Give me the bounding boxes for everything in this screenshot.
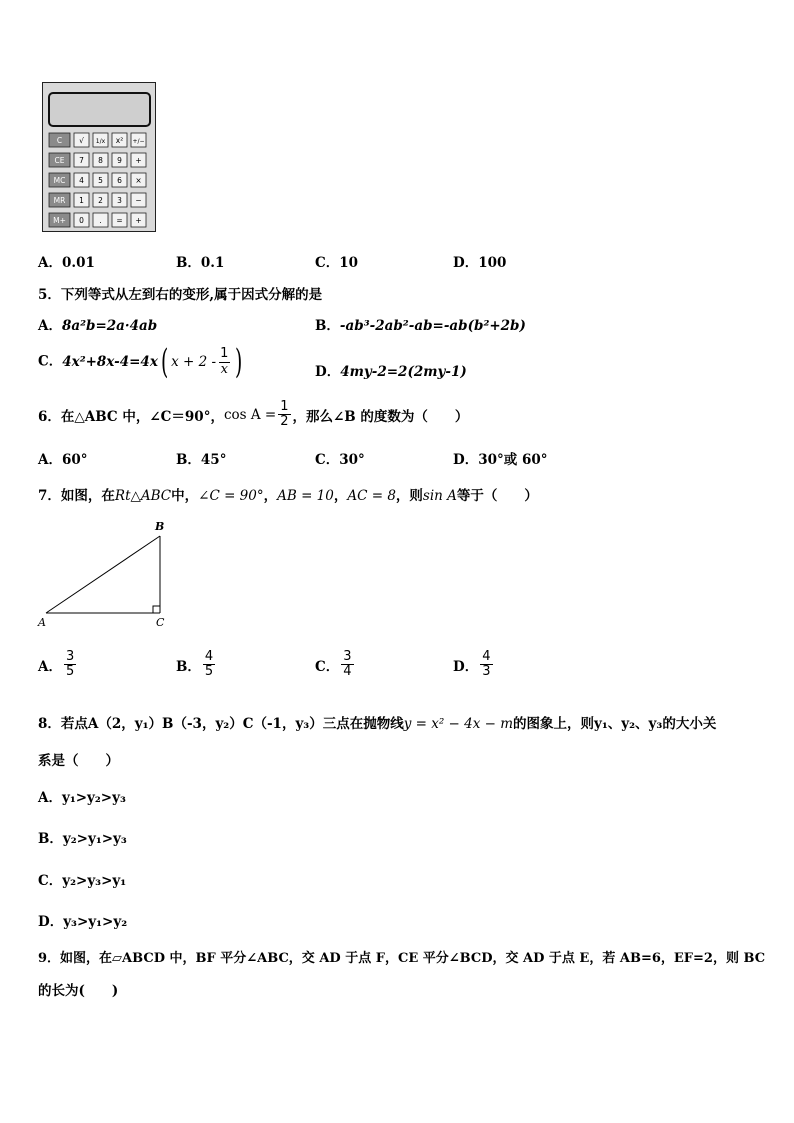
calculator-key-label: +: [135, 156, 142, 165]
calculator-key-label: 4: [79, 176, 84, 185]
q8-stem-line1: [38, 712, 716, 732]
calculator-key-label: −: [135, 196, 142, 205]
q8-point-b: B（-3，y₂）: [162, 716, 243, 732]
right-angle-mark: [153, 606, 160, 613]
q8-option-a: A．y₁>y₂>y₃: [38, 790, 126, 806]
q4-option-c: C．10: [315, 255, 359, 271]
calculator-key-label: =: [116, 216, 123, 225]
q7-stem-prefix: 7．如图，在: [38, 488, 115, 504]
q5-option-d-expr: 4my-2=2(2my-1): [340, 364, 467, 380]
fraction-numerator: 4: [204, 649, 214, 664]
q6-option-c: C．30°: [315, 452, 365, 468]
q4-option-b: B．0.1: [176, 255, 225, 271]
q8-mid: 三点在抛物线: [322, 716, 404, 732]
q7-stem: [38, 484, 538, 504]
q7-sep2: ，: [333, 488, 348, 504]
q8-line1-end: 的图象上，则y₁、y₂、y₃的大小关: [513, 716, 717, 732]
q8-option-d: D．y₃>y₁>y₂: [38, 914, 128, 930]
q7-stem-end: 等于（ ）: [456, 488, 538, 504]
q5-option-c-fraction: [218, 347, 230, 377]
hypotenuse-ab: [46, 536, 160, 613]
vertex-a-label: A: [38, 616, 46, 629]
q6-stem-after: ，那么∠B 的度数为（ ）: [292, 408, 469, 425]
q8-option-c: C．y₂>y₃>y₁: [38, 873, 127, 889]
calculator-key-label: +/−: [132, 138, 145, 145]
q8-option-b: B．y₂>y₁>y₃: [38, 831, 127, 847]
q7-option-a-label: A．: [38, 658, 62, 675]
calculator-key-label: M+: [53, 216, 66, 225]
q6-fraction: [278, 400, 290, 430]
q8-stem-line2: 系是（ ）: [38, 753, 119, 769]
fraction-denominator: x: [220, 361, 228, 377]
q6-option-d: D．30°或 60°: [453, 452, 548, 468]
calculator-key-label: C: [56, 136, 63, 145]
fraction-numerator: 4: [482, 649, 491, 664]
q9-stem-line2: 的长为( ): [38, 983, 119, 999]
fraction-denominator: 3: [482, 664, 491, 680]
q7-triangle: Rt△ABC: [114, 488, 172, 504]
q7-cond-ac: AC = 8: [347, 488, 396, 504]
q7-option-b: [176, 650, 217, 680]
q6-stem-before: 6．在△ABC 中，∠C＝90°，: [38, 408, 224, 425]
q6-stem: [38, 400, 468, 430]
q8-point-a: A（2，y₁）: [87, 716, 163, 732]
fraction-numerator: 1: [280, 399, 289, 414]
calculator-key-label: √: [79, 136, 84, 145]
calculator-key-label: .: [99, 216, 102, 225]
q7-stem-mid2: ，则: [395, 488, 423, 504]
q5-option-a-expr: 8a²b=2a·4ab: [61, 318, 158, 334]
q8-point-c: C（-1，y₃）: [242, 716, 323, 732]
fraction-numerator: 3: [65, 649, 75, 664]
left-paren: (: [160, 342, 169, 382]
q6-cos-text: cos A =: [223, 406, 277, 423]
q7-option-c-fraction: [341, 650, 353, 680]
q4-option-a: A．0.01: [38, 255, 95, 271]
calculator-key-label: MR: [53, 196, 66, 205]
calculator-key-label: 9: [117, 156, 122, 165]
q5-option-a: [38, 314, 157, 334]
q7-sep1: ，: [263, 488, 278, 504]
calculator-keypad: [49, 133, 146, 227]
vertex-c-label: C: [156, 616, 165, 629]
q6-option-a: A．60°: [38, 452, 88, 468]
q7-cond-ab: AB = 10: [277, 488, 334, 504]
q5-option-c-label: C．: [38, 353, 63, 370]
q8-parabola: y = x² − 4x − m: [403, 716, 514, 732]
calculator-key-label: 7: [79, 156, 84, 165]
right-paren: ): [235, 342, 243, 382]
q7-triangle-figure: [34, 518, 179, 630]
q7-cond-angle: ∠C = 90°: [198, 488, 264, 504]
calculator-key-label: 3: [117, 196, 122, 205]
q7-option-c: [315, 650, 356, 680]
q5-option-b-expr: -ab³-2ab²-ab=-ab(b²+2b): [339, 318, 526, 334]
q7-option-a: [38, 650, 78, 680]
q5-option-a-label: A．: [38, 318, 62, 334]
q5-option-c-expr: 4x²+8x-4=4x: [62, 354, 158, 370]
calculator-key-label: 8: [98, 156, 103, 165]
calculator-key-label: CE: [54, 156, 65, 165]
q5-option-d-label: D．: [315, 364, 341, 380]
calculator-key-label: 6: [117, 176, 122, 185]
q5-option-d: [315, 360, 467, 380]
q5-stem: 5．下列等式从左到右的变形,属于因式分解的是: [38, 287, 323, 303]
fraction-numerator: 1: [220, 346, 229, 362]
fraction-denominator: 4: [343, 664, 352, 680]
calculator-figure: [42, 82, 156, 232]
calculator-key-label: 1: [79, 196, 84, 205]
q6-option-b: B．45°: [176, 452, 227, 468]
calculator-key-label: +: [135, 216, 142, 225]
calculator-key-label: 1/x: [95, 138, 106, 145]
q7-option-d: [453, 650, 495, 680]
calculator-key-label: 2: [98, 196, 103, 205]
q7-option-b-label: B．: [176, 658, 201, 675]
calculator-key-label: ×: [135, 176, 142, 185]
q7-option-d-label: D．: [453, 658, 479, 675]
calculator-key-label: MC: [53, 176, 66, 185]
vertex-b-label: B: [155, 520, 165, 533]
fraction-denominator: 5: [65, 664, 75, 680]
fraction-denominator: 2: [280, 414, 289, 430]
calculator-key-label: x²: [115, 136, 124, 145]
q7-option-a-fraction: [64, 650, 76, 680]
q4-option-d: D．100: [453, 255, 507, 271]
q7-stem-mid1: 中，: [171, 488, 199, 504]
fraction-denominator: 5: [204, 664, 214, 680]
q7-option-d-fraction: [480, 650, 492, 680]
q5-option-c: [38, 342, 246, 382]
q9-stem-line1: 9．如图，在▱ABCD 中，BF 平分∠ABC，交 AD 于点 F，CE 平分∠BCD，交 AD 于点 E，若 AB=6，EF=2，则 BC: [38, 951, 766, 966]
q7-option-b-fraction: [203, 650, 215, 680]
q5-option-c-inner: x + 2 -: [171, 354, 217, 370]
q5-option-b: [315, 314, 526, 334]
calculator-key-label: 0: [79, 216, 84, 225]
q5-option-b-label: B．: [315, 318, 340, 334]
q7-option-c-label: C．: [315, 658, 340, 675]
q8-prefix: 8．若点: [38, 716, 88, 732]
q7-target: sin A: [422, 488, 457, 504]
calculator-key-label: 5: [98, 176, 103, 185]
fraction-numerator: 3: [343, 649, 352, 664]
